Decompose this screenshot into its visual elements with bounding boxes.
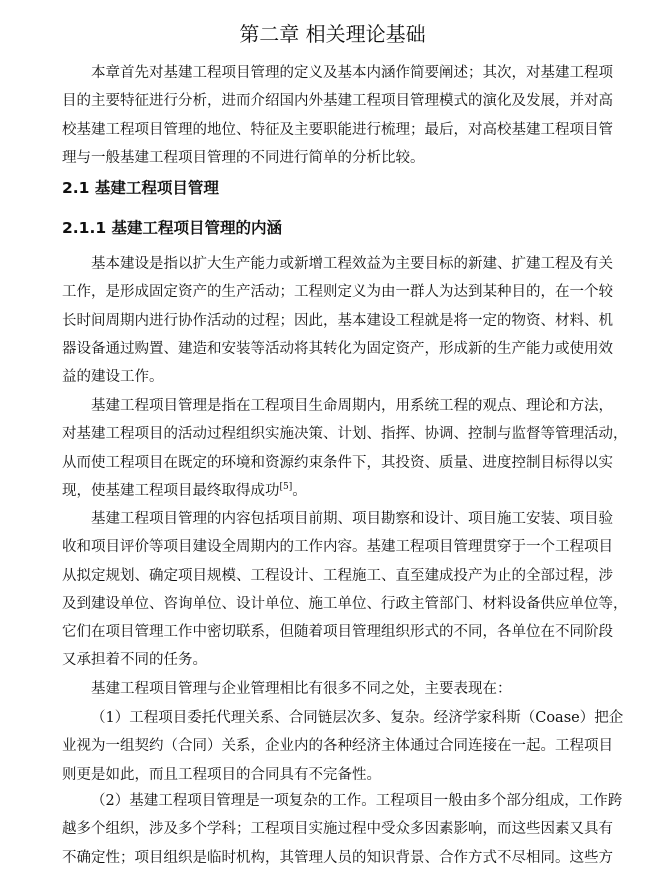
text-line: 益的建设工作。 — [62, 369, 164, 386]
text-line: 本章首先对基建工程项目管理的定义及基本内涵作简要阐述；其次，对基建工程项 — [91, 65, 613, 81]
text-line: 及到建设单位、咨询单位、设计单位、施工单位、行政主管部门、材料设备供应单位等， — [62, 595, 628, 612]
text-line — [62, 477, 602, 505]
text-line: 基建工程项目管理的内容包括项目前期、项目勘察和设计、项目施工安装、项目验 — [91, 511, 613, 527]
text-line: 越多个组织，涉及多个学科；工程项目实施过程中受众多因素影响，而这些因素又具有 — [62, 821, 613, 838]
list-item-2 — [62, 787, 623, 872]
sentence-end: 。 — [292, 482, 307, 499]
text-line: 又承担着不同的任务。 — [62, 652, 207, 669]
text-line: 校基建工程项目管理的地位、特征及主要职能进行梳理；最后，对高校基建工程项目管 — [62, 121, 613, 138]
text-line: 基建工程项目管理是指在工程项目生命周期内，用系统工程的观点、理论和方法， — [91, 398, 613, 414]
content-paragraph — [62, 505, 628, 675]
text-line: 它们在项目管理工作中密切联系，但随着项目管理组织形式的不同，各单位在不同阶段 — [62, 624, 613, 641]
text-line: 收和项目评价等项目建设全周期内的工作内容。基建工程项目管理贯穿于一个工程项目 — [62, 539, 613, 556]
comparison-paragraph — [62, 675, 602, 703]
citation-ref: [5] — [279, 482, 293, 493]
text-line: （2）基建工程项目管理是一项复杂的工作。工程项目一般由多个部分组成，工作跨 — [91, 793, 623, 809]
definition-paragraph — [62, 392, 628, 505]
text-line: 长时间周期内进行协作活动的过程；因此，基本建设工程就是将一定的物资、材料、机 — [62, 312, 613, 329]
list-item-1 — [62, 704, 624, 789]
text-line: 业视为一组契约（合同）关系，企业内的各种经济主体通过合同连接在一起。工程项目 — [62, 738, 613, 755]
text-line: 从拟定规划、确定项目规模、工程设计、工程施工、直至建成投产为止的全部过程，涉 — [62, 567, 613, 584]
text-line: 理与一般基建工程项目管理的不同进行简单的分析比较。 — [62, 149, 425, 166]
text-line: 基建工程项目管理与企业管理相比有很多不同之处，主要表现在： — [91, 681, 512, 697]
text-line-content: 现，使基建工程项目最终取得成功 — [62, 482, 280, 499]
text-line: 工作，是形成固定资产的生产活动；工程则定义为由一群人为达到某种目的，在一个较 — [62, 284, 613, 301]
intro-paragraph — [62, 59, 613, 172]
text-line: （1）工程项目委托代理关系、合同链层次多、复杂。经济学家科斯（Coase）把企 — [91, 710, 624, 726]
text-line: 不确定性；项目组织是临时机构，其管理人员的知识背景、合作方式不尽相同。这些方 — [62, 849, 613, 866]
text-line: 基本建设是指以扩大生产能力或新增工程效益为主要目标的新建、扩建工程及有关 — [91, 256, 613, 272]
text-line: 对基建工程项目的活动过程组织实施决策、计划、指挥、协调、控制与监督等管理活动， — [62, 426, 628, 443]
construction-paragraph — [62, 250, 613, 391]
chapter-title: 第二章 相关理论基础 — [239, 22, 426, 46]
section-heading-2-1: 2.1 基建工程项目管理 — [62, 179, 219, 197]
section-heading-2-1-1: 2.1.1 基建工程项目管理的内涵 — [62, 219, 283, 237]
text-line: 器设备通过购置、建造和安装等活动将其转化为固定资产，形成新的生产能力或使用效 — [62, 340, 613, 357]
text-line: 从而使工程项目在既定的环境和资源约束条件下，其投资、质量、进度控制目标得以实 — [62, 454, 613, 471]
text-line: 目的主要特征进行分析，进而介绍国内外基建工程项目管理模式的演化及发展，并对高 — [62, 93, 613, 110]
text-line: 则更是如此，而且工程项目的合同具有不完备性。 — [62, 766, 381, 783]
